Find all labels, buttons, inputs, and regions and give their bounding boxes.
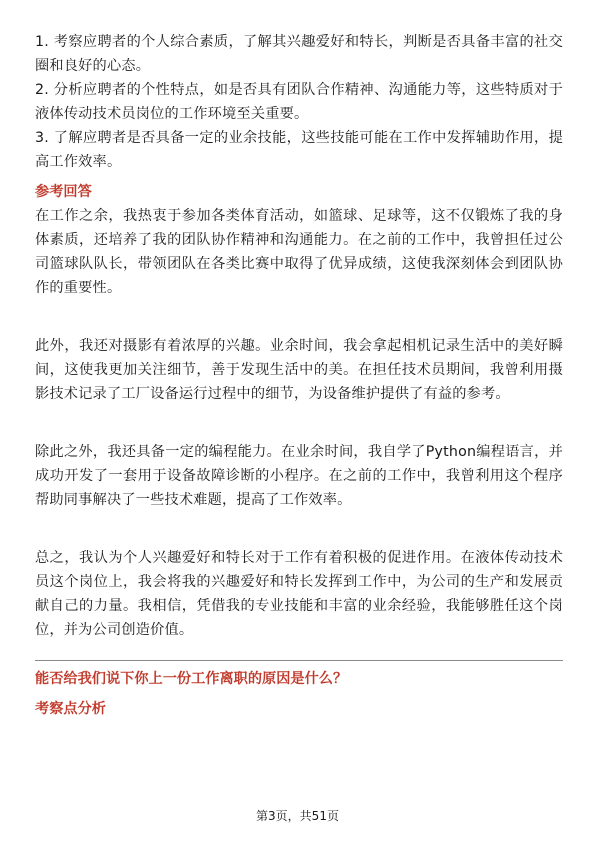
- page-content: [35, 30, 563, 721]
- assessment-point-1: 1. 考察应聘者的个人综合素质，了解其兴趣爱好和特长，判断是否具备丰富的社交圈和良好的心态。: [35, 34, 563, 74]
- answer-paragraph-1: 在工作之余，我热衷于参加各类体育活动，如篮球、足球等，这不仅锻炼了我的身体素质，还培养了我的团队协作精神和沟通能力。在之前的工作中，我曾担任过公司篮球队队长，带领团队在各类比赛中取得了优异成绩，这使我深刻体会到团队协作的重要性。: [35, 208, 563, 296]
- section-divider: [35, 660, 563, 661]
- page-number-footer: 第3页，共51页: [256, 809, 339, 823]
- answer-paragraph-4: 总之，我认为个人兴趣爱好和特长对于工作有着积极的促进作用。在液体传动技术员这个岗位上，我会将我的兴趣爱好和特长发挥到工作中，为公司的生产和发展贡献自己的力量。我相信，凭借我的专业技能和丰富的业余经验，我能够胜任这个岗位，并为公司创造价值。: [35, 550, 563, 638]
- answer-paragraph-2: 此外，我还对摄影有着浓厚的兴趣。业余时间，我会拿起相机记录生活中的美好瞬间，这使我更加关注细节，善于发现生活中的美。在担任技术员期间，我曾利用摄影技术记录了工厂设备运行过程中的细节，为设备维护提供了有益的参考。: [35, 338, 563, 402]
- answer-heading: 参考回答: [35, 184, 92, 200]
- next-section-heading: 考察点分析: [35, 701, 106, 717]
- assessment-point-3: 3. 了解应聘者是否具备一定的业余技能，这些技能可能在工作中发挥辅助作用，提高工作效率。: [35, 130, 563, 170]
- next-question: 能否给我们说下你上一份工作离职的原因是什么？: [35, 671, 348, 687]
- assessment-point-2: 2. 分析应聘者的个性特点，如是否具有团队合作精神、沟通能力等，这些特质对于液体传动技术员岗位的工作环境至关重要。: [35, 82, 563, 122]
- answer-paragraph-3: 除此之外，我还具备一定的编程能力。在业余时间，我自学了Python编程语言，并成功开发了一套用于设备故障诊断的小程序。在之前的工作中，我曾利用这个程序帮助同事解决了一些技术难题，提高了工作效率。: [35, 444, 563, 508]
